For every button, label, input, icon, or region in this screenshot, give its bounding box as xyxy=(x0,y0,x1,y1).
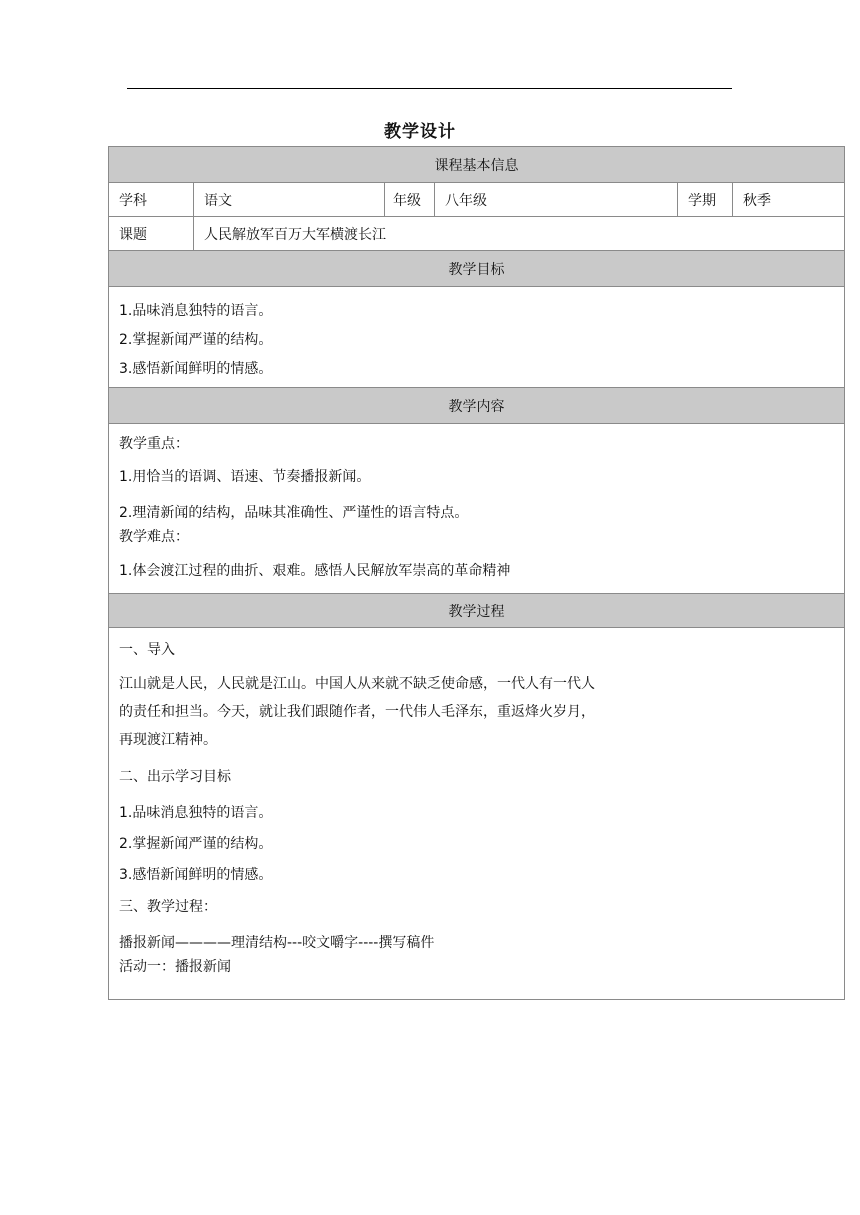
term-value: 秋季 xyxy=(733,183,845,217)
info-row xyxy=(109,183,845,217)
section-header-objectives xyxy=(109,251,845,287)
difficult-points-label: 教学难点： xyxy=(119,529,189,545)
topic-value: 人民解放军百万大军横渡长江 xyxy=(194,217,845,251)
section-title: 课程基本信息 xyxy=(109,147,845,183)
goal-item: 2.掌握新闻严谨的结构。 xyxy=(119,836,273,852)
process-block xyxy=(109,628,845,1000)
topic-row xyxy=(109,217,845,251)
term-label: 学期 xyxy=(678,183,733,217)
subject-value: 语文 xyxy=(194,183,385,217)
section-header-process xyxy=(109,594,845,628)
lesson-plan-table xyxy=(108,146,845,1000)
difficult-point-item: 1.体会渡江过程的曲折、艰难。感悟人民解放军崇高的革命精神 xyxy=(119,563,511,579)
step1-heading: 一、导入 xyxy=(119,642,175,658)
process-flow: 播报新闻————理清结构---咬文嚼字----撰写稿件 xyxy=(119,935,435,951)
step3-heading: 三、教学过程： xyxy=(119,899,217,915)
section-header-content xyxy=(109,388,845,424)
intro-line: 江山就是人民，人民就是江山。中国人从来就不缺乏使命感，一代人有一代人 xyxy=(119,676,595,692)
objective-item: 2.掌握新闻严谨的结构。 xyxy=(119,332,273,348)
topic-label: 课题 xyxy=(109,217,194,251)
intro-line: 的责任和担当。今天，就让我们跟随作者，一代伟人毛泽东，重返烽火岁月， xyxy=(119,704,595,720)
section-title: 教学目标 xyxy=(109,251,845,287)
key-point-item: 2.理清新闻的结构，品味其准确性、严谨性的语言特点。 xyxy=(119,505,469,521)
grade-value: 八年级 xyxy=(435,183,678,217)
step2-heading: 二、出示学习目标 xyxy=(119,769,231,785)
section-title: 教学内容 xyxy=(109,388,845,424)
activity-heading: 活动一：播报新闻 xyxy=(119,959,231,975)
grade-label: 年级 xyxy=(385,183,435,217)
objectives-block xyxy=(109,287,845,388)
subject-label: 学科 xyxy=(109,183,194,217)
section-title: 教学过程 xyxy=(109,594,845,628)
key-points-label: 教学重点： xyxy=(119,436,189,452)
goal-item: 3.感悟新闻鲜明的情感。 xyxy=(119,867,273,883)
key-point-item: 1.用恰当的语调、语速、节奏播报新闻。 xyxy=(119,469,371,485)
content-block xyxy=(109,424,845,594)
document-title: 教学设计 xyxy=(384,122,456,142)
goal-item: 1.品味消息独特的语言。 xyxy=(119,805,273,821)
objective-item: 1.品味消息独特的语言。 xyxy=(119,303,273,319)
intro-line: 再现渡江精神。 xyxy=(119,732,217,748)
objective-item: 3.感悟新闻鲜明的情感。 xyxy=(119,361,273,377)
header-rule xyxy=(127,88,732,89)
section-header-basic-info xyxy=(109,147,845,183)
